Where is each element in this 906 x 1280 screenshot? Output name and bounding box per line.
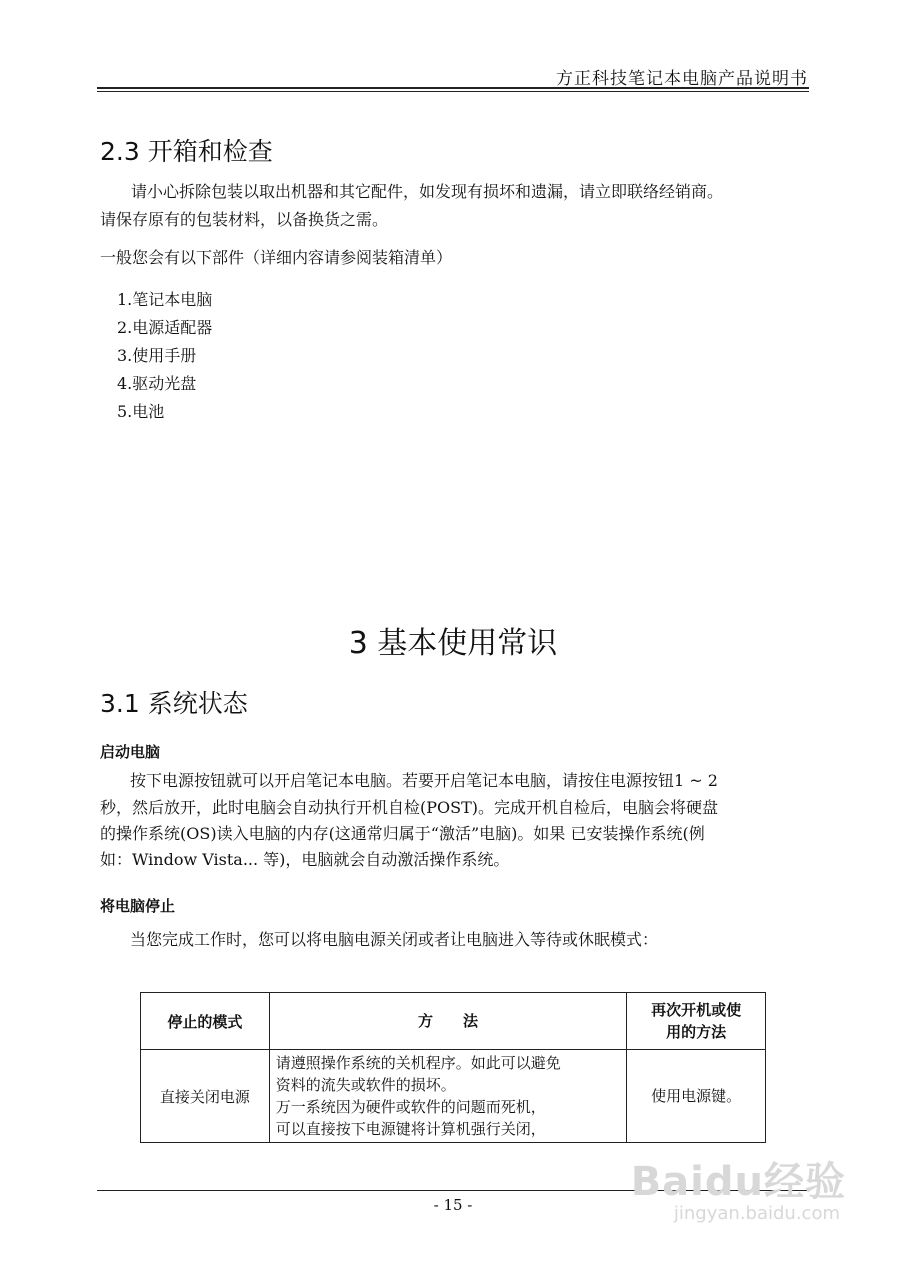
header-restart-line-1: 再次开机或使 [651,1001,742,1019]
table-header-row [141,993,766,1050]
section-3-1-heading: 3.1 系统状态 [100,689,248,718]
running-header-title: 方正科技笔记本电脑产品说明书 [556,69,808,89]
shutdown-subheading: 将电脑停止 [100,897,176,915]
list-item: 1.笔记本电脑 [117,290,213,309]
watermark-url: jingyan.baidu.com [673,1203,840,1224]
header-restart-line-2: 用的方法 [666,1023,727,1041]
startup-para-line-2: 秒，然后放开，此时电脑会自动执行开机自检(POST)。完成开机自检后，电脑会将硬盘 [100,798,719,817]
startup-para-line-3: 的操作系统(OS)读入电脑的内存(这通常归属于“激活”电脑)。如果 已安装操作系统(例 [100,824,705,843]
header-method: 方 法 [269,993,626,1050]
table-row [141,1050,766,1143]
shutdown-modes-table [140,992,766,1143]
section-2-3-para-line-1: 请小心拆除包装以取出机器和其它配件，如发现有损坏和遗漏，请立即联络经销商。 [131,182,724,201]
section-2-3-heading: 2.3 开箱和检查 [100,137,273,166]
startup-subheading: 启动电脑 [100,743,161,761]
list-item: 5.电池 [117,402,165,421]
header-restart [627,993,766,1050]
row-method-line: 请遵照操作系统的关机程序。如此可以避免 [275,1054,561,1072]
list-item: 2.电源适配器 [117,318,213,337]
section-2-3-intro: 一般您会有以下部件（详细内容请参阅装箱清单） [100,248,453,267]
row-restart: 使用电源键。 [627,1050,766,1143]
startup-para-line-1: 按下电源按钮就可以开启笔记本电脑。若要开启笔记本电脑，请按住电源按钮1 ~ 2 [130,771,718,790]
row-mode: 直接关闭电源 [141,1050,270,1143]
page-number: - 15 - [433,1196,473,1214]
header-mode: 停止的模式 [141,993,270,1050]
chapter-3-heading: 3 基本使用常识 [348,626,558,661]
row-method-line: 万一系统因为硬件或软件的问题而死机， [275,1098,546,1116]
row-method-line: 可以直接按下电源键将计算机强行关闭， [275,1120,546,1138]
list-item: 4.驱动光盘 [117,374,197,393]
header-rule [97,87,809,92]
shutdown-intro: 当您完成工作时，您可以将电脑电源关闭或者让电脑进入等待或休眠模式： [130,930,659,949]
row-method-line: 资料的流失或软件的损坏。 [275,1076,456,1094]
startup-para-line-4: 如：Window Vista... 等)，电脑就会自动激活操作系统。 [100,850,510,869]
row-method [269,1050,626,1143]
list-item: 3.使用手册 [117,346,197,365]
baidu-jingyan-watermark [631,1150,846,1224]
section-2-3-para-line-2: 请保存原有的包装材料，以备换货之需。 [100,210,389,229]
watermark-main-text: Baidu经验 [630,1159,846,1205]
